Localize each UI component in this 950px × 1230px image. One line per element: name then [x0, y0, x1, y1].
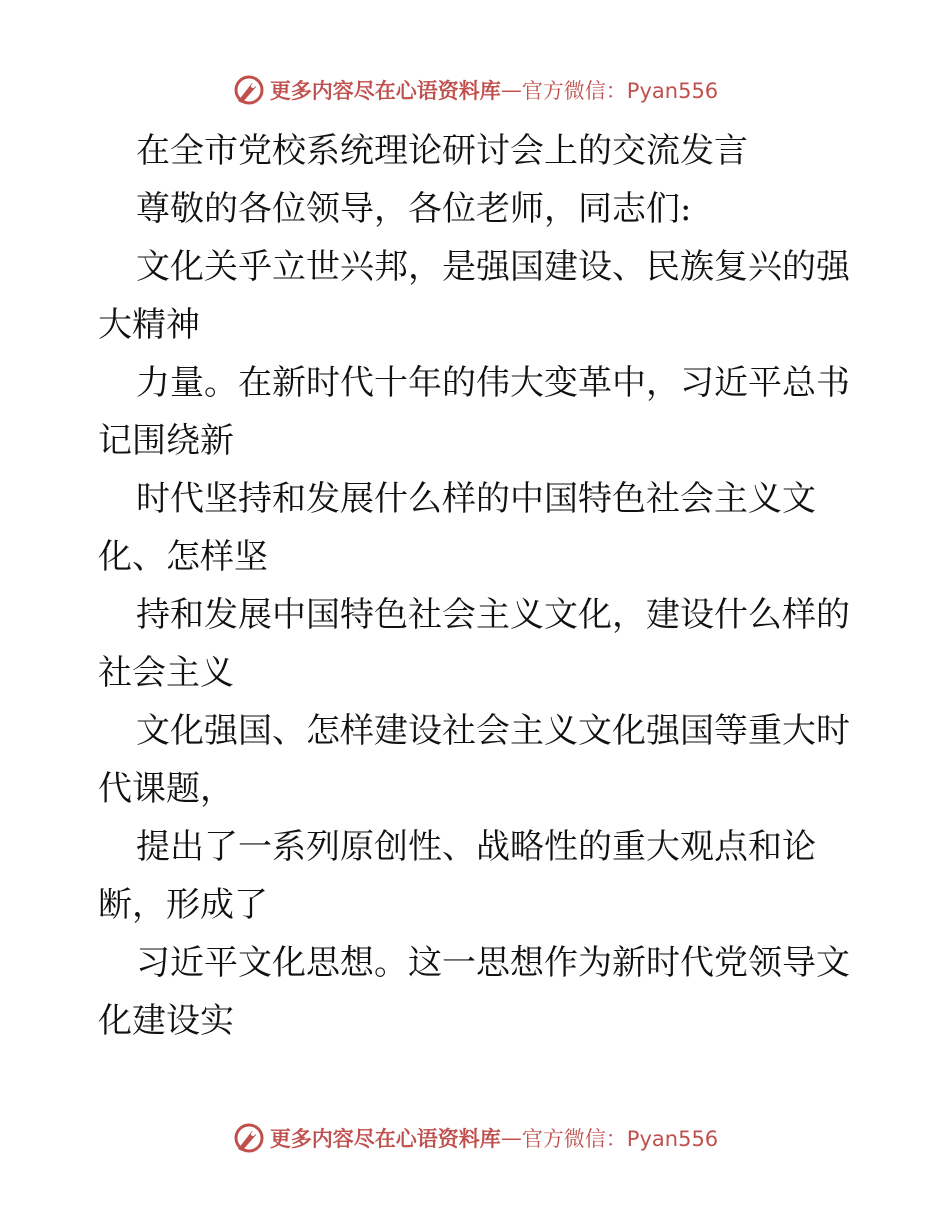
pen-nib-circle-icon — [232, 1121, 266, 1155]
document-line: 断，形成了 — [98, 885, 268, 925]
document-line: 提出了一系列原创性、战略性的重大观点和论 — [136, 827, 816, 867]
banner-wechat-text: 官方微信：Pyan556 — [521, 1127, 719, 1151]
document-line: 化建设实 — [98, 1001, 234, 1041]
document-line: 持和发展中国特色社会主义文化，建设什么样的 — [136, 595, 850, 635]
pen-nib-circle-icon — [232, 73, 266, 107]
document-line: 习近平文化思想。这一思想作为新时代党领导文 — [136, 943, 850, 983]
document-line: 时代坚持和发展什么样的中国特色社会主义文 — [136, 479, 816, 519]
document-line: 尊敬的各位领导，各位老师，同志们: — [136, 189, 692, 229]
document-line: 大精神 — [98, 305, 200, 345]
document-line: 记围绕新 — [98, 421, 234, 461]
banner-dash: — — [500, 78, 522, 102]
banner-wechat-text: 官方微信：Pyan556 — [521, 79, 719, 103]
document-line: 力量。在新时代十年的伟大变革中，习近平总书 — [136, 363, 850, 403]
document-line: 化、怎样坚 — [98, 537, 268, 577]
document-line: 社会主义 — [98, 653, 234, 693]
document-line: 代课题， — [98, 769, 234, 809]
document-line: 文化关乎立世兴邦，是强国建设、民族复兴的强 — [136, 247, 850, 287]
footer-banner — [0, 1118, 950, 1158]
banner-main-text: 更多内容尽在心语资料库 — [269, 1127, 501, 1151]
document-line: 在全市党校系统理论研讨会上的交流发言 — [136, 131, 748, 171]
banner-dash: — — [500, 1126, 522, 1150]
document-line: 文化强国、怎样建设社会主义文化强国等重大时 — [136, 711, 850, 751]
banner-main-text: 更多内容尽在心语资料库 — [269, 79, 501, 103]
header-banner — [0, 70, 950, 110]
document-body — [98, 122, 858, 1050]
